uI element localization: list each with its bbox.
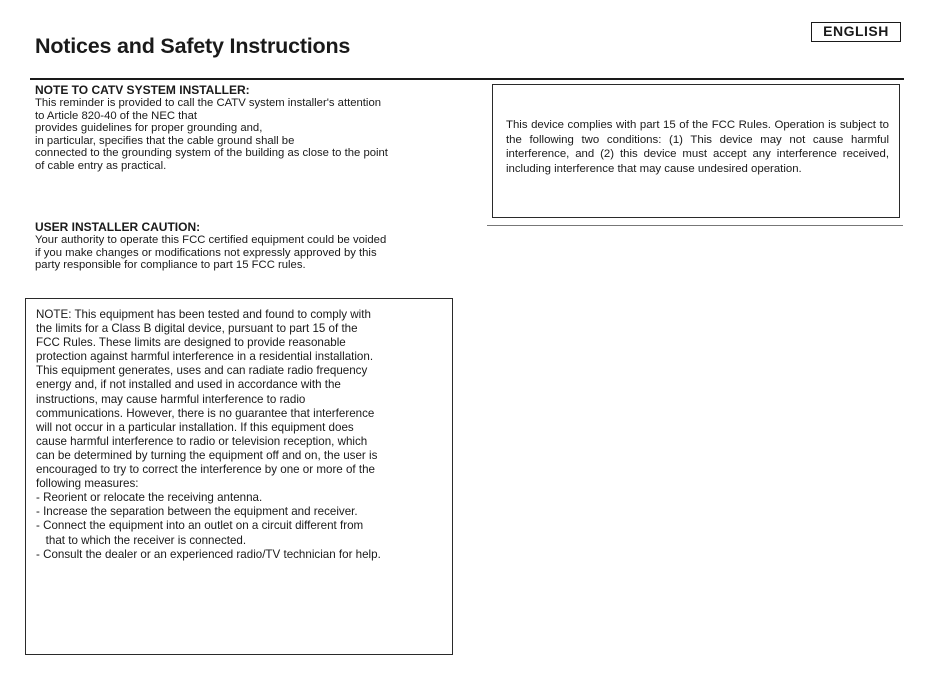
note-line: protection against harmful interference in a residential installation. bbox=[36, 350, 374, 364]
catv-installer-note bbox=[35, 84, 388, 172]
note-line: energy and, if not installed and used in accordance with the bbox=[36, 378, 341, 392]
catv-line: to Article 820-40 of the NEC that bbox=[35, 109, 198, 122]
note-line: will not occur in a particular installation. If this equipment does bbox=[36, 420, 354, 434]
fcc-class-b-note-box bbox=[25, 298, 453, 655]
right-column-divider bbox=[487, 225, 903, 226]
note-measure-item: that to which the receiver is connected. bbox=[36, 533, 247, 547]
header-divider bbox=[30, 78, 904, 80]
note-line: NOTE: This equipment has been tested and found to comply with bbox=[36, 308, 371, 321]
note-line: can be determined by turning the equipment off and on, the user is bbox=[36, 448, 378, 462]
note-line: cause harmful interference to radio or television reception, which bbox=[36, 434, 368, 448]
catv-line: connected to the grounding system of the building as close to the point bbox=[35, 147, 388, 159]
catv-line: in particular, specifies that the cable ground shall be bbox=[35, 134, 295, 147]
catv-line: provides guidelines for proper grounding and, bbox=[35, 122, 263, 134]
note-line: the limits for a Class B digital device, pursuant to part 15 of the bbox=[36, 322, 358, 336]
note-line: following measures: bbox=[36, 477, 139, 491]
catv-line: of cable entry as practical. bbox=[35, 159, 167, 172]
fcc-compliance-text: This device complies with part 15 of the FCC Rules. Operation is subject to the following two conditions: (1) This device may not cause harmful interference, and (2) this device must accept any interference received, including interference that may cause undesired operation. bbox=[506, 119, 889, 175]
note-line: This equipment generates, uses and can radiate radio frequency bbox=[36, 364, 368, 378]
note-line: encouraged to try to correct the interference by one or more of the bbox=[36, 463, 375, 477]
note-line: instructions, may cause harmful interference to radio bbox=[36, 392, 306, 406]
user-installer-caution bbox=[35, 221, 386, 272]
note-measure-item: - Consult the dealer or an experienced radio/TV technician for help. bbox=[36, 547, 381, 561]
catv-line: This reminder is provided to call the CATV system installer's attention bbox=[35, 97, 382, 109]
caution-line: party responsible for compliance to part 15 FCC rules. bbox=[35, 259, 306, 271]
note-measure-item: - Increase the separation between the equipment and receiver. bbox=[36, 505, 358, 519]
note-line: communications. However, there is no guarantee that interference bbox=[36, 406, 375, 420]
language-badge: ENGLISH bbox=[811, 22, 901, 42]
note-line: FCC Rules. These limits are designed to provide reasonable bbox=[36, 336, 346, 350]
catv-installer-heading: NOTE TO CATV SYSTEM INSTALLER: bbox=[35, 83, 250, 97]
page-title: Notices and Safety Instructions bbox=[35, 34, 351, 58]
caution-line: if you make changes or modifications not expressly approved by this bbox=[35, 246, 377, 259]
note-measure-item: - Reorient or relocate the receiving antenna. bbox=[36, 491, 263, 505]
note-measure-item: - Connect the equipment into an outlet on a circuit different from bbox=[36, 519, 364, 533]
fcc-compliance-box bbox=[492, 84, 900, 218]
caution-heading: USER INSTALLER CAUTION: bbox=[35, 220, 201, 234]
caution-line: Your authority to operate this FCC certified equipment could be voided bbox=[35, 234, 387, 246]
